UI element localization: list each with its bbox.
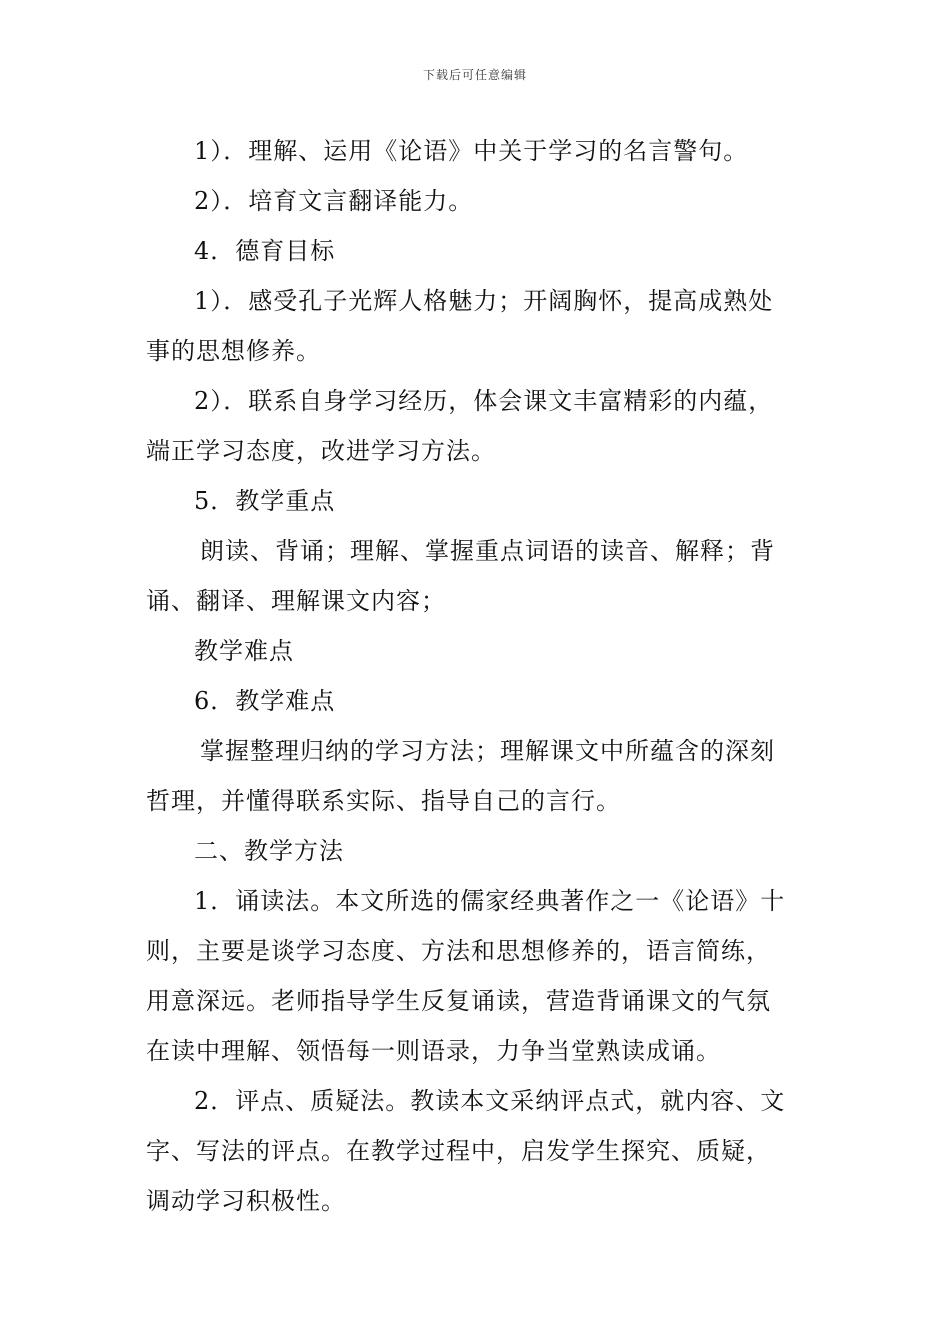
text-line: 1）．感受孔子光辉人格魅力；开阔胸怀，提高成熟处 — [194, 287, 774, 315]
section-heading: 4．德育目标 — [194, 237, 336, 265]
text-line: 调动学习积极性。 — [146, 1187, 346, 1215]
text-line: 在读中理解、领悟每一则语录，力争当堂熟读成诵。 — [146, 1037, 721, 1065]
text-line: 事的思想修养。 — [146, 337, 321, 365]
document-body — [146, 126, 806, 1226]
text-line: 1）．理解、运用《论语》中关于学习的名言警句。 — [194, 137, 749, 165]
text-line: 则，主要是谈学习态度、方法和思想修养的，语言简练， — [146, 937, 771, 965]
section-heading: 6．教学难点 — [194, 687, 336, 715]
text-line: 2）．培育文言翻译能力。 — [194, 187, 474, 215]
text-line: 朗读、背诵；理解、掌握重点词语的读音、解释；背 — [200, 537, 775, 565]
text-line: 2．评点、质疑法。教读本文采纳评点式，就内容、文 — [194, 1087, 786, 1115]
section-heading: 二、教学方法 — [194, 837, 344, 865]
section-heading: 教学难点 — [194, 637, 294, 665]
text-line: 掌握整理归纳的学习方法；理解课文中所蕴含的深刻 — [200, 737, 775, 765]
section-heading: 5．教学重点 — [194, 487, 336, 515]
page-header: 下载后可任意编辑 — [422, 68, 527, 82]
text-line: 1．诵读法。本文所选的儒家经典著作之一《论语》十 — [194, 887, 786, 915]
text-line: 哲理，并懂得联系实际、指导自己的言行。 — [146, 787, 621, 815]
text-line: 端正学习态度，改进学习方法。 — [146, 437, 496, 465]
text-line: 诵、翻译、理解课文内容； — [146, 587, 446, 615]
text-line: 字、写法的评点。在教学过程中，启发学生探究、质疑， — [146, 1137, 771, 1165]
text-line: 2）．联系自身学习经历，体会课文丰富精彩的内蕴， — [194, 387, 774, 415]
text-line: 用意深远。老师指导学生反复诵读，营造背诵课文的气氛 — [146, 987, 771, 1015]
